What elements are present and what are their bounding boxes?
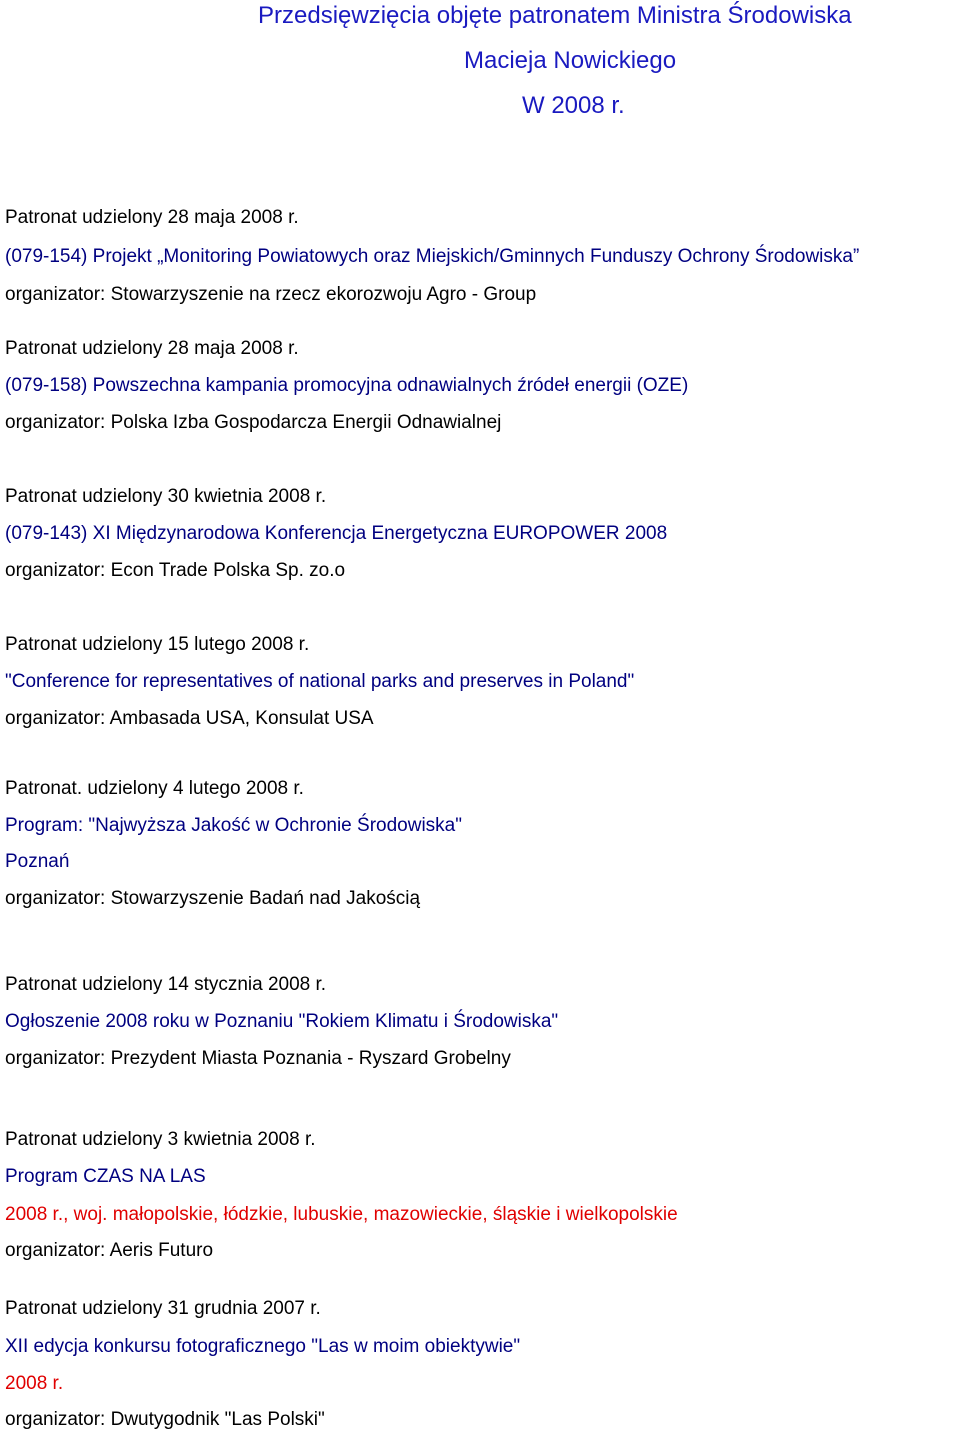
entry-year: 2008 r. — [5, 1373, 64, 1394]
page-title-line-3: W 2008 r. — [522, 92, 625, 119]
entry-date: Patronat udzielony 28 maja 2008 r. — [5, 207, 299, 228]
entry-organizer: organizator: Stowarzyszenie na rzecz ekorozwoju Agro - Group — [5, 284, 537, 305]
entry-project: Program: "Najwyższa Jakość w Ochronie Środowiska" — [5, 815, 462, 836]
entry-date: Patronat udzielony 15 lutego 2008 r. — [5, 634, 310, 655]
entry-project: "Conference for representatives of national parks and preserves in Poland" — [5, 671, 635, 692]
entry-project: Ogłoszenie 2008 roku w Poznaniu "Rokiem Klimatu i Środowiska" — [5, 1011, 559, 1032]
entry-date: Patronat udzielony 31 grudnia 2007 r. — [5, 1298, 321, 1319]
entry-organizer: organizator: Stowarzyszenie Badań nad Jakością — [5, 888, 421, 909]
entry-project: Program CZAS NA LAS — [5, 1166, 206, 1187]
entry-project: XII edycja konkursu fotograficznego "Las w moim obiektywie" — [5, 1336, 521, 1357]
entry-project: (079-143) XI Międzynarodowa Konferencja Energetyczna EUROPOWER 2008 — [5, 523, 668, 544]
entry-date: Patronat udzielony 3 kwietnia 2008 r. — [5, 1129, 316, 1150]
entry-date: Patronat udzielony 14 stycznia 2008 r. — [5, 974, 327, 995]
page-title-line-1: Przedsięwzięcia objęte patronatem Ministra Środowiska — [258, 2, 852, 29]
entry-project: (079-154) Projekt „Monitoring Powiatowych oraz Miejskich/Gminnych Funduszy Ochrony Środowiska” — [5, 246, 860, 267]
entry-organizer: organizator: Dwutygodnik "Las Polski" — [5, 1409, 325, 1430]
entry-organizer: organizator: Aeris Futuro — [5, 1240, 214, 1261]
entry-organizer: organizator: Prezydent Miasta Poznania - Ryszard Grobelny — [5, 1048, 511, 1069]
entry-date: Patronat udzielony 28 maja 2008 r. — [5, 338, 299, 359]
entry-location: Poznań — [5, 851, 70, 872]
page-title-line-2: Macieja Nowickiego — [464, 47, 677, 74]
entry-regions: 2008 r., woj. małopolskie, łódzkie, lubuskie, mazowieckie, śląskie i wielkopolskie — [5, 1204, 678, 1225]
entry-organizer: organizator: Ambasada USA, Konsulat USA — [5, 708, 374, 729]
entry-project: (079-158) Powszechna kampania promocyjna odnawialnych źródeł energii (OZE) — [5, 375, 689, 396]
entry-date: Patronat udzielony 30 kwietnia 2008 r. — [5, 486, 327, 507]
entry-date: Patronat. udzielony 4 lutego 2008 r. — [5, 778, 304, 799]
entry-organizer: organizator: Econ Trade Polska Sp. zo.o — [5, 560, 346, 581]
entry-organizer: organizator: Polska Izba Gospodarcza Energii Odnawialnej — [5, 412, 502, 433]
